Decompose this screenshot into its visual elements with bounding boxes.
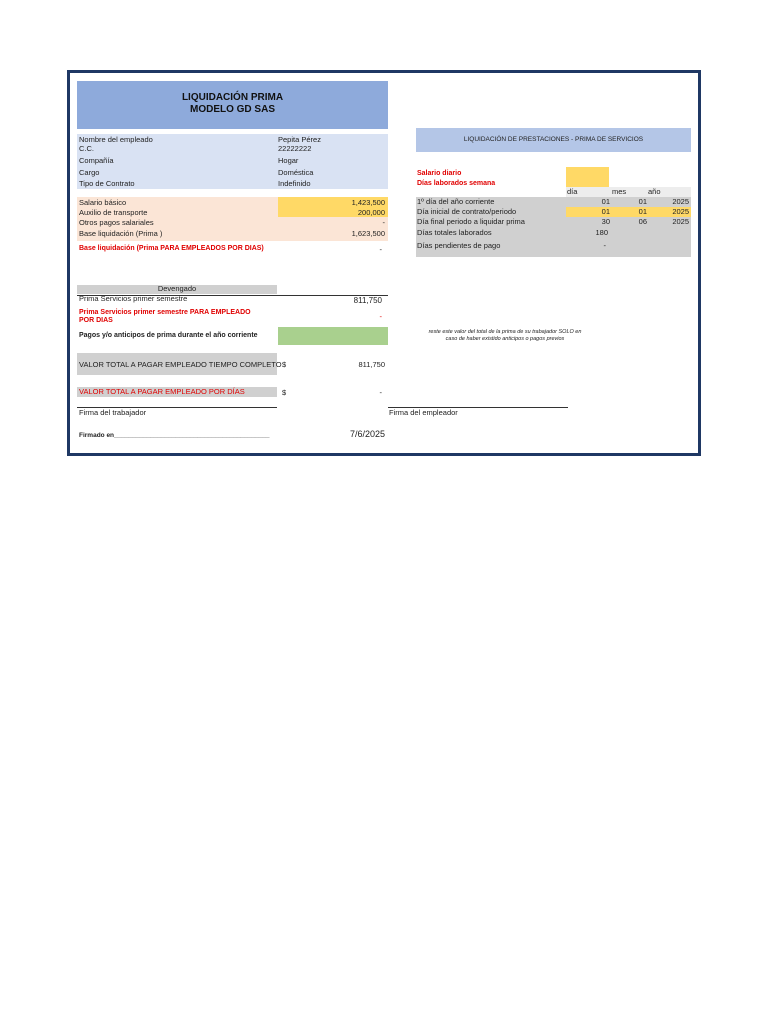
signature-date: 7/6/2025 [349, 429, 385, 439]
date-row-year: 2025 [672, 197, 689, 206]
employee-name-value: Pepita Pérez [278, 135, 321, 144]
total-full-currency: $ [282, 360, 287, 369]
base-liquidation-days-label: Base liquidación (Prima PARA EMPLEADOS POR DIAS) [79, 245, 264, 252]
contract-value: Indefinido [278, 179, 311, 188]
date-row-month[interactable]: 01 [638, 207, 647, 216]
employee-name-label: Nombre del empleado [79, 135, 153, 144]
date-row-label: 1º día del año corriente [417, 197, 495, 206]
first-semester-days-label-1: Prima Servicios primer semestre PARA EMPLEADO [79, 309, 251, 316]
total-full-label: VALOR TOTAL A PAGAR EMPLEADO TIEMPO COMPLETO [79, 360, 282, 369]
col-day-header: día [567, 187, 578, 196]
advances-note-1: reste este valor del total de la prima de su trabajador SOLO en [428, 329, 582, 335]
company-label: Compañía [79, 156, 114, 165]
date-row-label: Día inicial de contrato/periodo [417, 207, 517, 216]
days-week-label: Días laborados semana [417, 180, 496, 187]
role-value: Doméstica [278, 168, 314, 177]
advances-label: Pagos y/o anticipos de prima durante el año corriente [79, 332, 258, 339]
transport-value[interactable]: 200,000 [357, 208, 385, 217]
other-payments-label: Otros pagos salariales [79, 218, 154, 227]
daily-salary-input[interactable] [566, 167, 609, 187]
base-liquidation-value: 1,623,500 [351, 229, 385, 238]
pending-days-value: - [603, 241, 606, 250]
accrued-header: Devengado [157, 284, 197, 293]
total-days-worked-value: 180 [595, 228, 608, 237]
total-days-value: - [379, 388, 382, 397]
first-semester-days-label-2: POR DIAS [79, 317, 113, 324]
dates-table-header-bg [566, 187, 691, 197]
worksheet [67, 70, 701, 456]
company-value: Hogar [278, 156, 299, 165]
total-days-currency: $ [282, 388, 287, 397]
role-label: Cargo [79, 168, 100, 177]
total-days-label: VALOR TOTAL A PAGAR EMPLEADO POR DÍAS [79, 387, 245, 396]
total-full-value: 811,750 [358, 360, 385, 369]
date-row-month: 01 [638, 197, 647, 206]
basic-salary-label: Salario básico [79, 198, 127, 207]
transport-label: Auxilio de transporte [79, 208, 148, 217]
date-row-year: 2025 [672, 217, 689, 226]
base-liquidation-days-value: - [379, 245, 382, 254]
col-month-header: mes [612, 187, 627, 196]
worker-signature-label: Firma del trabajador [79, 408, 147, 417]
date-row-year[interactable]: 2025 [672, 207, 689, 216]
date-row-day: 30 [601, 217, 610, 226]
daily-salary-label: Salario diario [417, 170, 462, 177]
first-semester-days-value: - [379, 312, 382, 321]
date-row-day[interactable]: 01 [601, 207, 610, 216]
date-row-day: 01 [601, 197, 610, 206]
date-row-month: 06 [638, 217, 647, 226]
col-year-header: año [648, 187, 661, 196]
advances-note-2: caso de haber existido anticipos o pagos previos [445, 336, 565, 342]
first-semester-value: 811,750 [353, 296, 382, 305]
other-payments-value[interactable]: - [382, 218, 385, 227]
signed-at-label: Firmado en___________________________________________ [79, 432, 270, 439]
page-subtitle: MODELO GD SAS [189, 104, 275, 115]
page-title: LIQUIDACIÓN PRIMA [181, 92, 284, 103]
basic-salary-value[interactable]: 1,423,500 [351, 198, 385, 207]
first-semester-label: Prima Servicios primer semestre [79, 294, 188, 303]
pending-days-label: Días pendientes de pago [417, 241, 501, 250]
contract-label: Tipo de Contrato [79, 179, 135, 188]
employee-cc-label: C.C. [79, 144, 94, 153]
employer-signature-label: Firma del empleador [389, 408, 458, 417]
advances-input[interactable] [278, 327, 388, 345]
total-days-worked-label: Días totales laborados [417, 228, 492, 237]
employee-cc-value: 22222222 [278, 144, 312, 153]
right-panel-title: LIQUIDACIÓN DE PRESTACIONES - PRIMA DE SERVICIOS [463, 136, 644, 143]
date-row-label: Día final periodo a liquidar prima [417, 217, 525, 226]
base-liquidation-label: Base liquidación (Prima ) [79, 229, 163, 238]
